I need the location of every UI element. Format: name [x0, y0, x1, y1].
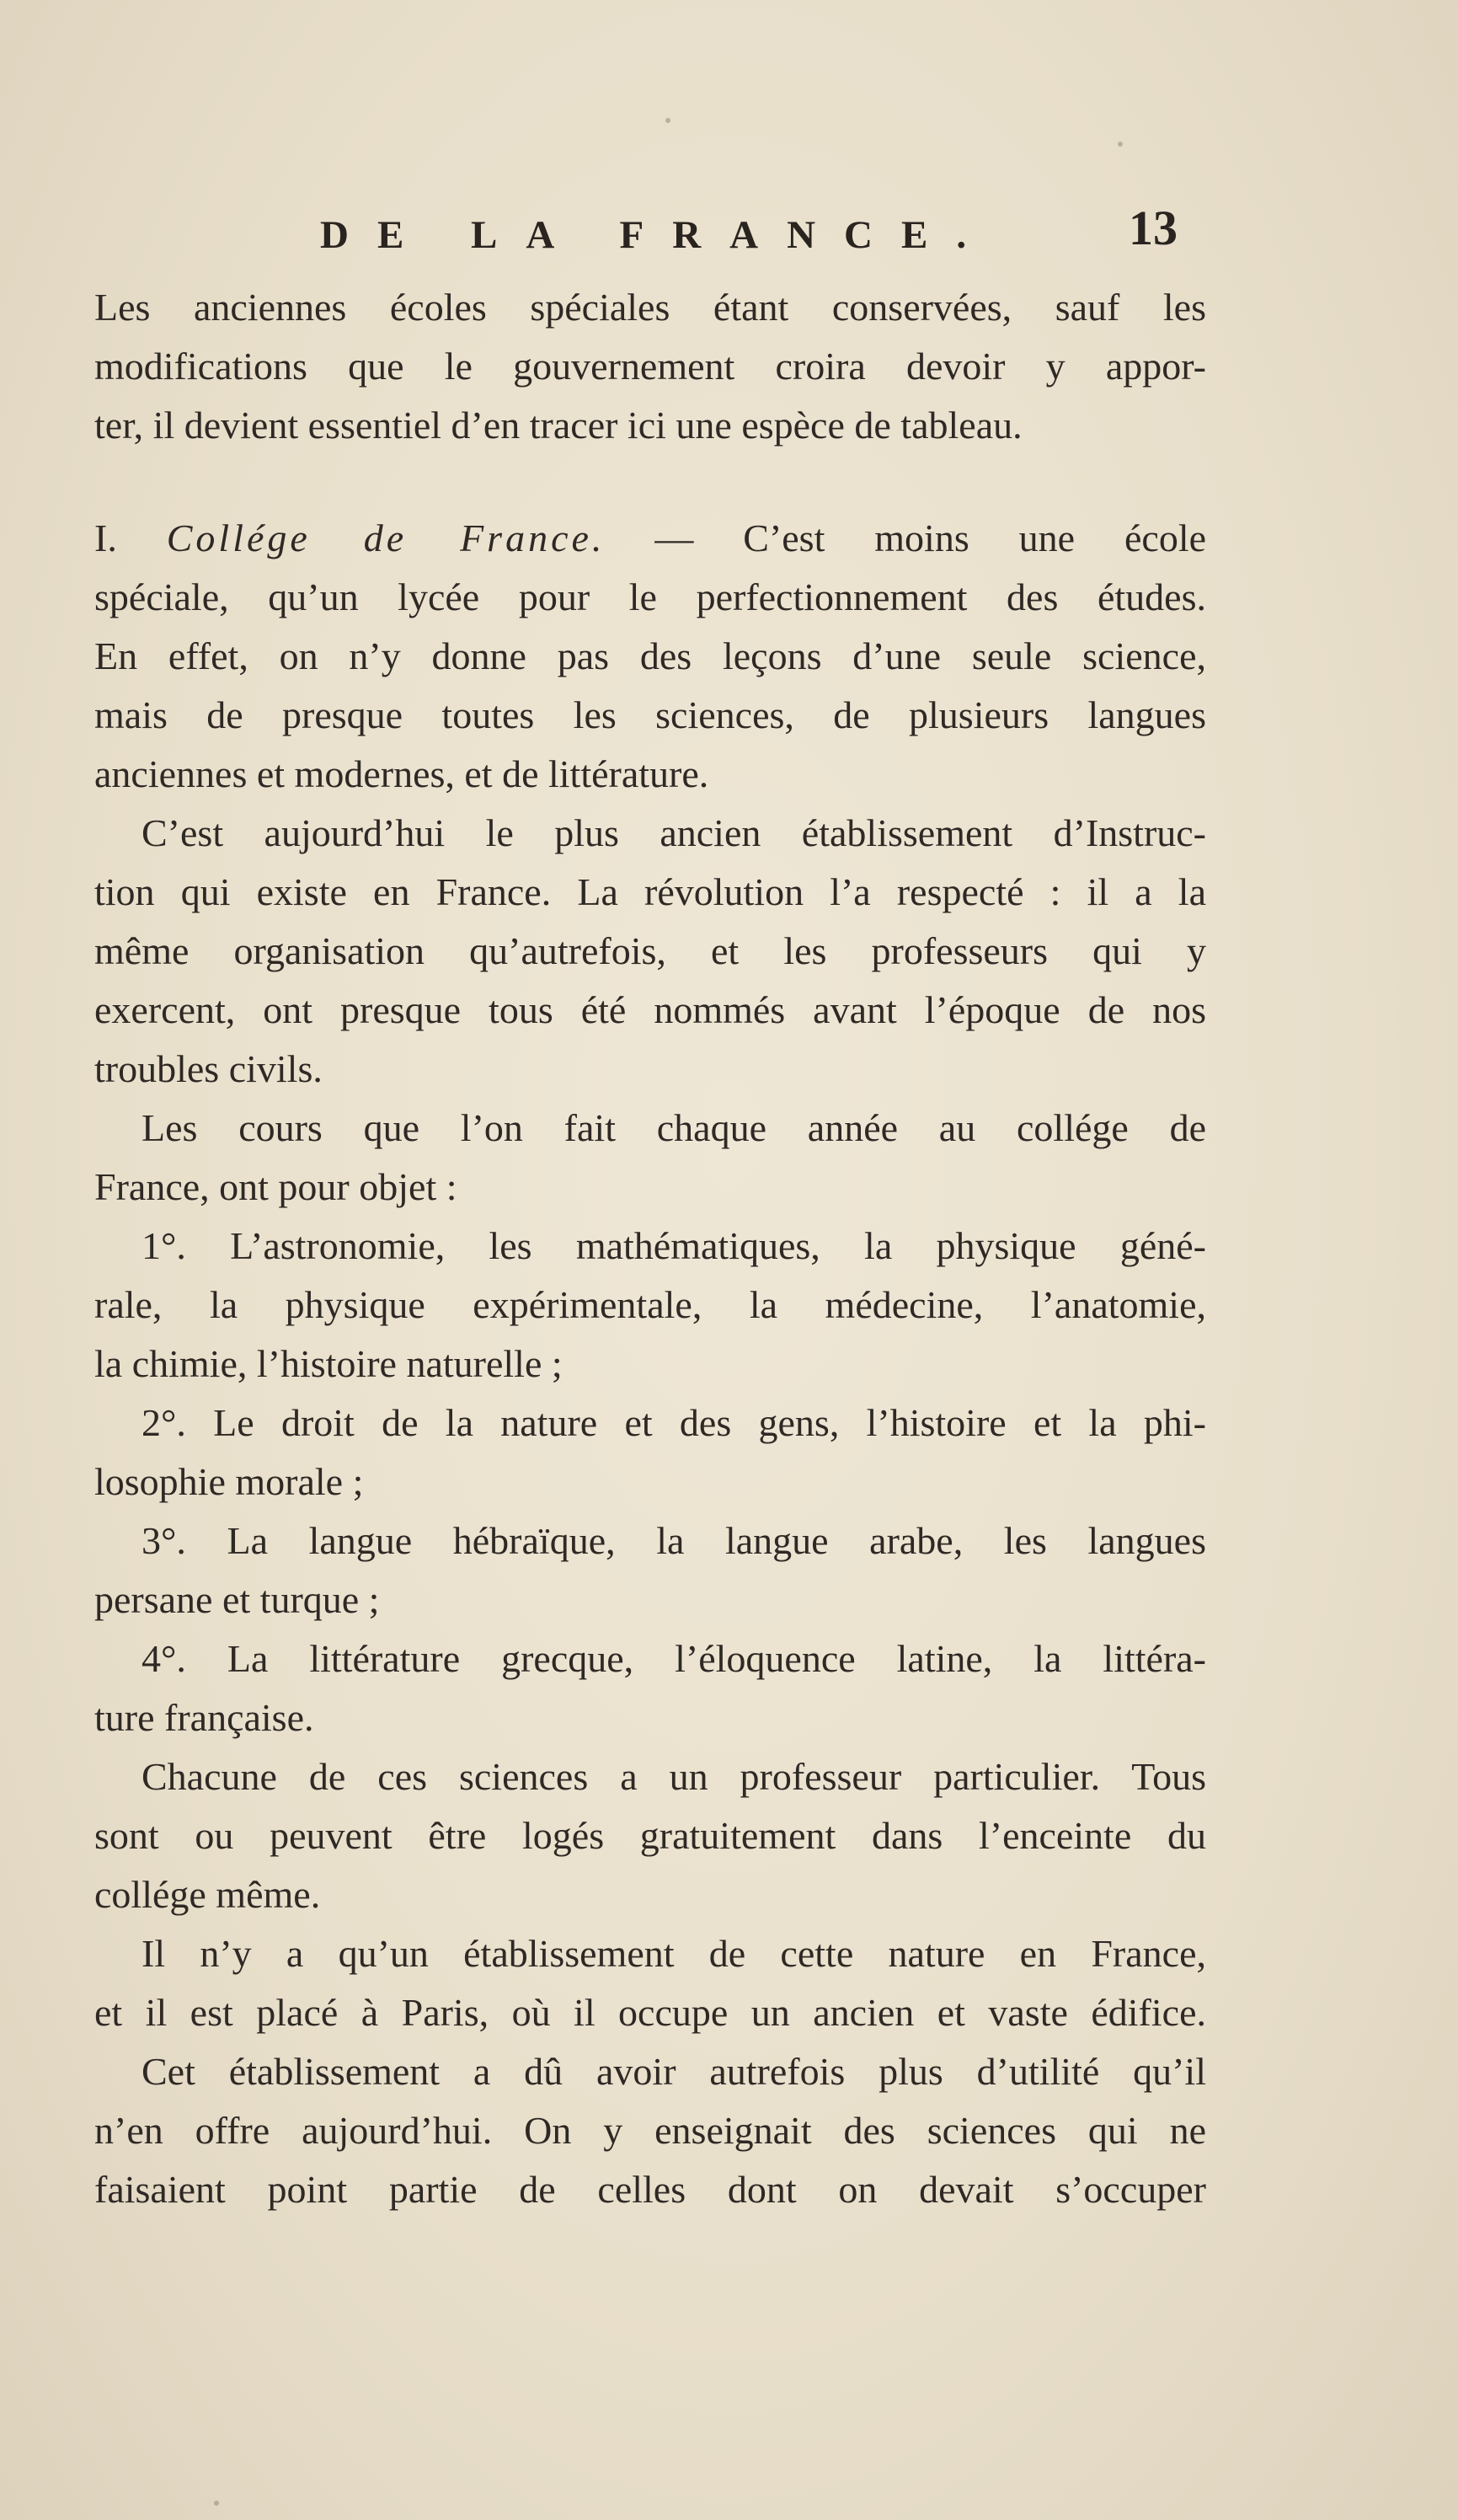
section-number: I.	[94, 516, 117, 559]
text-line: rale, la physique expérimentale, la médecine, l’anatomie,	[94, 1283, 1206, 1326]
text-line: ter, il devient essentiel d’en tracer ici une espèce de tableau.	[94, 404, 1023, 447]
text-line: et il est placé à Paris, où il occupe un ancien et vaste édifice.	[94, 1991, 1206, 2034]
text-line: C’est aujourd’hui le plus ancien établissement d’Instruc-	[142, 811, 1206, 854]
running-head: DE LA FRANCE.	[320, 213, 996, 257]
text-line: la chimie, l’histoire naturelle ;	[94, 1342, 563, 1385]
text-line: faisaient point partie de celles dont on devait s’occuper	[94, 2168, 1206, 2211]
text-line: sont ou peuvent être logés gratuitement dans l’enceinte du	[94, 1814, 1206, 1857]
text-line: modifications que le gouvernement croira devoir y appor-	[94, 345, 1206, 388]
section-heading-line	[94, 509, 1206, 568]
text-line: troubles civils.	[94, 1047, 323, 1090]
text-line: Cet établissement a dû avoir autrefois plus d’utilité qu’il	[142, 2050, 1206, 2093]
text-line: 4°. La littérature grecque, l’éloquence latine, la littéra-	[142, 1637, 1206, 1680]
text-line: Il n’y a qu’un établissement de cette nature en France,	[142, 1932, 1206, 1975]
text-line: anciennes et modernes, et de littérature.	[94, 752, 709, 795]
text-line: collége même.	[94, 1873, 321, 1916]
text-line: En effet, on n’y donne pas des leçons d’une seule science,	[94, 634, 1206, 677]
page-number: 13	[1129, 201, 1178, 255]
text-line: même organisation qu’autrefois, et les professeurs qui y	[94, 929, 1206, 972]
text-line: mais de presque toutes les sciences, de plusieurs langues	[94, 693, 1206, 736]
text-line: 1°. L’astronomie, les mathématiques, la physique géné-	[142, 1224, 1206, 1267]
text-line: Les cours que l’on fait chaque année au collége de	[142, 1106, 1206, 1149]
text-line: Les anciennes écoles spéciales étant conservées, sauf les	[94, 286, 1206, 329]
text-line: 2°. Le droit de la nature et des gens, l’histoire et la phi-	[142, 1401, 1206, 1444]
paper-speck	[665, 118, 670, 123]
text-line: tion qui existe en France. La révolution l’a respecté : il a la	[94, 870, 1206, 913]
text-line: losophie morale ;	[94, 1460, 364, 1503]
paper-speck	[1118, 142, 1123, 147]
text-line: spéciale, qu’un lycée pour le perfectionnement des études.	[94, 575, 1206, 618]
section-lead: — C’est moins une école	[654, 516, 1207, 559]
text-line: ture française.	[94, 1696, 314, 1739]
text-line: persane et turque ;	[94, 1578, 380, 1621]
section-title: Collége de France.	[166, 516, 606, 559]
paper-speck	[214, 2501, 219, 2506]
text-line: exercent, ont presque tous été nommés avant l’époque de nos	[94, 988, 1206, 1031]
text-line: France, ont pour objet :	[94, 1165, 457, 1208]
text-line: n’en offre aujourd’hui. On y enseignait des sciences qui ne	[94, 2109, 1206, 2152]
text-line: 3°. La langue hébraïque, la langue arabe, les langues	[142, 1519, 1206, 1562]
text-line: Chacune de ces sciences a un professeur particulier. Tous	[142, 1755, 1206, 1798]
